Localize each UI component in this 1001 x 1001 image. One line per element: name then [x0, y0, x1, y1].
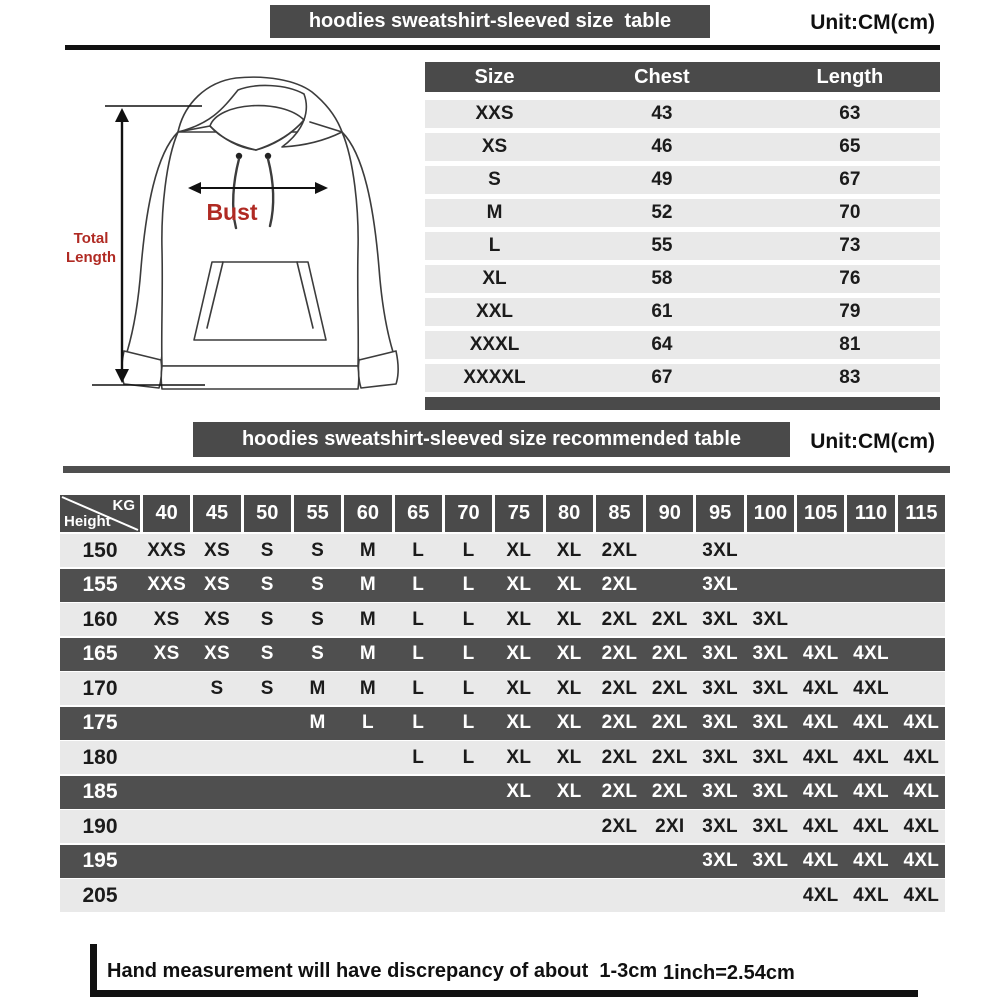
- size-value-cell: L: [462, 539, 475, 561]
- size-table-footer-bar: [425, 397, 940, 410]
- matrix-row: [60, 879, 945, 912]
- size-value-cell: 4XL: [853, 781, 889, 802]
- height-label-cell: 205: [82, 883, 118, 907]
- length-cell: 63: [839, 103, 861, 124]
- matrix-row: [60, 810, 945, 843]
- size-value-cell: 4XL: [853, 677, 889, 699]
- size-cell: M: [486, 202, 503, 223]
- height-label-cell: 160: [82, 607, 118, 631]
- size-value-cell: 3XL: [702, 815, 738, 837]
- size-table-row: [425, 364, 940, 392]
- chest-cell: 46: [651, 136, 673, 157]
- size-table-row: [425, 265, 940, 293]
- length-cell: 76: [839, 268, 861, 289]
- size-table-row: [425, 100, 940, 128]
- size-value-cell: XL: [506, 746, 532, 768]
- size-value-cell: L: [412, 712, 425, 733]
- size-table-title: hoodies sweatshirt-sleeved size table: [270, 5, 710, 38]
- size-value-cell: XL: [506, 539, 532, 561]
- size-value-cell: L: [412, 677, 425, 699]
- size-table-row: [425, 166, 940, 194]
- chest-cell: 49: [651, 169, 673, 190]
- size-table: [425, 62, 940, 410]
- size-value-cell: 4XL: [903, 712, 940, 733]
- size-value-cell: XL: [506, 781, 532, 802]
- matrix-row: [60, 569, 945, 602]
- size-value-cell: 4XL: [903, 815, 940, 837]
- size-value-cell: 2XL: [601, 781, 638, 802]
- size-value-cell: 3XL: [702, 677, 738, 699]
- size-value-cell: S: [210, 677, 224, 699]
- size-value-cell: S: [311, 643, 325, 664]
- weight-header-cell: 115: [898, 495, 945, 532]
- weight-header-cell: 40: [143, 495, 190, 532]
- size-value-cell: XL: [556, 781, 582, 802]
- size-value-cell: XL: [556, 608, 582, 630]
- chest-cell: 67: [651, 367, 673, 388]
- size-value-cell: 2XL: [601, 643, 638, 664]
- chest-cell: 52: [651, 202, 673, 223]
- height-label-cell: 170: [82, 676, 118, 700]
- matrix-body: [60, 534, 945, 912]
- size-table-row: [425, 298, 940, 326]
- size-value-cell: 4XL: [903, 850, 940, 871]
- size-value-cell: XS: [203, 574, 230, 595]
- corner-kg-label: KG: [112, 497, 135, 514]
- weight-header-cell: 70: [445, 495, 492, 532]
- matrix-row: [60, 845, 945, 878]
- weight-header-cell: 90: [646, 495, 693, 532]
- size-value-cell: 2XL: [601, 815, 638, 837]
- size-value-cell: 4XL: [853, 884, 889, 906]
- top-divider-line: [65, 45, 940, 50]
- size-value-cell: 4XL: [903, 746, 940, 768]
- size-value-cell: S: [260, 677, 274, 699]
- size-value-cell: 3XL: [752, 781, 789, 802]
- size-value-cell: 4XL: [802, 677, 839, 699]
- size-value-cell: 3XL: [702, 781, 738, 802]
- unit-label-middle: Unit:CM(cm): [810, 430, 935, 453]
- size-value-cell: 3XL: [702, 539, 738, 561]
- size-value-cell: 2XL: [601, 712, 638, 733]
- size-value-cell: 4XL: [903, 781, 940, 802]
- size-value-cell: 4XL: [802, 746, 839, 768]
- matrix-row: [60, 672, 945, 705]
- size-value-cell: 3XL: [702, 746, 738, 768]
- size-value-cell: XL: [556, 539, 582, 561]
- size-value-cell: L: [462, 608, 475, 630]
- size-value-cell: 2XL: [601, 746, 638, 768]
- matrix-header-row: [60, 495, 945, 532]
- size-value-cell: 4XL: [802, 712, 839, 733]
- size-value-cell: 2XL: [651, 746, 688, 768]
- size-value-cell: 3XL: [702, 608, 738, 630]
- chest-cell: 43: [651, 103, 673, 124]
- size-value-cell: 4XL: [853, 712, 889, 733]
- size-value-cell: XS: [203, 608, 230, 630]
- bottom-divider-line: [90, 990, 918, 997]
- size-value-cell: XXS: [147, 574, 187, 595]
- size-value-cell: 4XL: [802, 815, 839, 837]
- size-value-cell: XS: [153, 643, 180, 664]
- weight-header-cell: 75: [495, 495, 542, 532]
- size-value-cell: 3XL: [702, 643, 738, 664]
- size-value-cell: XL: [556, 677, 582, 699]
- column-header-length: Length: [816, 66, 884, 88]
- size-value-cell: 2XL: [601, 574, 638, 595]
- size-table-header: [425, 62, 940, 92]
- inch-conversion: 1inch=2.54cm: [663, 962, 795, 984]
- size-value-cell: 3XL: [752, 815, 789, 837]
- size-value-cell: XL: [506, 574, 532, 595]
- size-value-cell: M: [359, 539, 376, 561]
- weight-header-cell: 110: [847, 495, 894, 532]
- size-value-cell: 3XL: [752, 608, 789, 630]
- chest-cell: 58: [651, 268, 673, 289]
- size-value-cell: 4XL: [802, 850, 839, 871]
- corner-height-label: Height: [64, 513, 111, 530]
- matrix-row: [60, 603, 945, 636]
- size-cell: XS: [481, 136, 508, 157]
- size-value-cell: 3XL: [752, 850, 789, 871]
- size-value-cell: M: [359, 608, 376, 630]
- size-cell: S: [488, 169, 501, 190]
- size-value-cell: 4XL: [853, 850, 889, 871]
- size-value-cell: 2XL: [651, 608, 688, 630]
- size-value-cell: L: [462, 677, 475, 699]
- height-label-cell: 165: [82, 642, 118, 665]
- height-label-cell: 180: [82, 745, 118, 769]
- note-vertical-bar: [90, 944, 97, 992]
- size-value-cell: L: [412, 608, 425, 630]
- size-value-cell: 3XL: [702, 574, 738, 595]
- total-length-label: Total Length: [66, 230, 116, 266]
- weight-header-cell: 50: [244, 495, 291, 532]
- recommended-table-title: hoodies sweatshirt-sleeved size recommended table: [193, 422, 790, 457]
- size-cell: XXL: [476, 301, 513, 322]
- size-value-cell: S: [260, 608, 274, 630]
- size-value-cell: 4XL: [853, 643, 889, 664]
- size-value-cell: S: [311, 574, 325, 595]
- matrix-row: [60, 707, 945, 740]
- height-label-cell: 175: [82, 711, 118, 734]
- size-value-cell: 4XL: [853, 746, 889, 768]
- size-value-cell: L: [361, 712, 374, 733]
- size-value-cell: S: [260, 539, 274, 561]
- weight-header-cell: 85: [596, 495, 643, 532]
- size-value-cell: S: [311, 608, 325, 630]
- bust-label: Bust: [206, 199, 258, 225]
- size-table-row: [425, 232, 940, 260]
- size-value-cell: XL: [556, 643, 582, 664]
- size-value-cell: XL: [506, 643, 532, 664]
- matrix-corner-cell: [60, 495, 140, 532]
- size-value-cell: XS: [203, 539, 230, 561]
- size-value-cell: L: [412, 643, 425, 664]
- size-table-row: [425, 133, 940, 161]
- middle-divider-line: [63, 466, 950, 473]
- hoodie-diagram: [60, 70, 410, 410]
- size-value-cell: XL: [556, 574, 582, 595]
- weight-header-cell: 45: [193, 495, 240, 532]
- size-value-cell: XS: [153, 608, 180, 630]
- size-value-cell: M: [309, 712, 326, 733]
- size-value-cell: 2XL: [601, 608, 638, 630]
- size-value-cell: 2XL: [651, 643, 688, 664]
- size-value-cell: 2XL: [651, 677, 688, 699]
- size-value-cell: L: [462, 643, 475, 664]
- size-table-row: [425, 199, 940, 227]
- length-cell: 81: [839, 334, 861, 355]
- size-cell: XXXXL: [463, 367, 526, 388]
- size-value-cell: L: [462, 712, 475, 733]
- size-table-row: [425, 331, 940, 359]
- size-value-cell: 3XL: [752, 677, 789, 699]
- height-label-cell: 150: [82, 538, 118, 562]
- matrix-row: [60, 638, 945, 671]
- size-cell: XL: [482, 268, 507, 289]
- weight-header-cell: 100: [747, 495, 794, 532]
- chest-cell: 64: [651, 334, 673, 355]
- size-value-cell: L: [462, 574, 475, 595]
- size-cell: XXXL: [469, 334, 520, 355]
- size-value-cell: M: [359, 643, 376, 664]
- weight-header-cell: 65: [395, 495, 442, 532]
- size-value-cell: M: [309, 677, 326, 699]
- height-label-cell: 185: [82, 780, 118, 803]
- size-value-cell: 4XL: [853, 815, 889, 837]
- length-cell: 79: [839, 301, 861, 322]
- length-cell: 67: [839, 169, 861, 190]
- size-value-cell: 2XL: [601, 677, 638, 699]
- size-value-cell: 3XL: [752, 746, 789, 768]
- height-label-cell: 190: [82, 814, 118, 838]
- size-value-cell: L: [462, 746, 475, 768]
- size-value-cell: 3XL: [752, 712, 789, 733]
- measurement-note: Hand measurement will have discrepancy of about 1-3cm: [107, 960, 658, 982]
- chest-cell: 61: [651, 301, 673, 322]
- size-value-cell: S: [311, 539, 325, 561]
- size-table-body: [425, 100, 940, 392]
- size-value-cell: XL: [506, 608, 532, 630]
- size-value-cell: 3XL: [702, 712, 738, 733]
- weight-header-cell: 55: [294, 495, 341, 532]
- matrix-row: [60, 776, 945, 809]
- weight-header-cell: 80: [546, 495, 593, 532]
- size-value-cell: XL: [506, 677, 532, 699]
- chest-cell: 55: [651, 235, 673, 256]
- recommendation-matrix: [60, 495, 945, 914]
- weight-header-cell: 60: [344, 495, 391, 532]
- size-value-cell: 2XI: [655, 815, 685, 837]
- length-cell: 73: [839, 235, 861, 256]
- size-value-cell: 4XL: [903, 884, 940, 906]
- size-value-cell: XL: [556, 712, 582, 733]
- size-value-cell: XS: [203, 643, 230, 664]
- size-value-cell: 4XL: [802, 643, 839, 664]
- column-header-chest: Chest: [634, 66, 690, 88]
- unit-label-top: Unit:CM(cm): [810, 11, 935, 34]
- size-cell: XXS: [475, 103, 514, 124]
- size-value-cell: 3XL: [752, 643, 789, 664]
- size-value-cell: S: [260, 574, 274, 595]
- size-value-cell: S: [260, 643, 274, 664]
- length-cell: 70: [839, 202, 861, 223]
- size-value-cell: M: [359, 574, 376, 595]
- size-value-cell: L: [412, 574, 425, 595]
- size-value-cell: XXS: [147, 539, 187, 561]
- height-label-cell: 195: [82, 849, 118, 872]
- height-label-cell: 155: [82, 573, 118, 596]
- size-value-cell: 2XL: [651, 712, 688, 733]
- size-value-cell: 2XL: [651, 781, 688, 802]
- weight-header-cell: 95: [696, 495, 743, 532]
- size-value-cell: M: [359, 677, 376, 699]
- matrix-row: [60, 534, 945, 567]
- size-value-cell: L: [412, 539, 425, 561]
- size-value-cell: 3XL: [702, 850, 738, 871]
- size-value-cell: L: [412, 746, 425, 768]
- matrix-row: [60, 741, 945, 774]
- length-cell: 65: [839, 136, 861, 157]
- size-value-cell: XL: [556, 746, 582, 768]
- column-header-size: Size: [474, 66, 515, 88]
- length-cell: 83: [839, 367, 861, 388]
- size-value-cell: 2XL: [601, 539, 638, 561]
- size-value-cell: 4XL: [802, 884, 839, 906]
- size-value-cell: XL: [506, 712, 532, 733]
- weight-header-cell: 105: [797, 495, 844, 532]
- size-cell: L: [488, 235, 501, 256]
- size-value-cell: 4XL: [802, 781, 839, 802]
